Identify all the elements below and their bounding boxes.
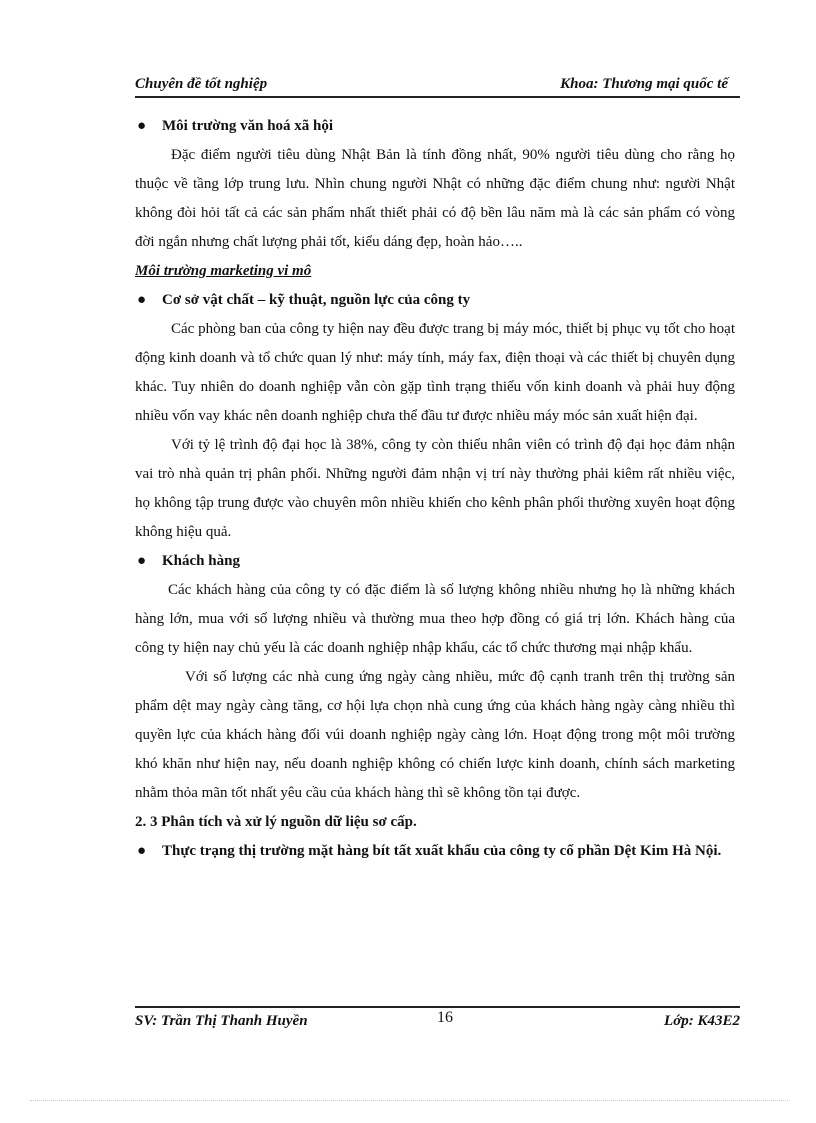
bullet-dot-icon: ● [137,843,147,859]
bullet-cultural-environment [135,112,735,141]
page-body [135,112,735,866]
bullet-dot-icon: ● [137,553,147,569]
header-thesis-title: Chuyên đề tốt nghiệp [135,76,268,92]
paragraph-facilities-1: Các phòng ban của công ty hiện nay đều được trang bị máy móc, thiết bị phục vụ tốt cho hoạt động kinh doanh và tổ chức quan lý như: máy tính, máy fax, điện thoại và các thiết bị chuyên dụng khác. Tuy nhiên do doanh nghiệp vẫn còn gặp tình trạng thiếu vốn kinh doanh và phải huy động nhiều vốn vay khác nên doanh nghiệp chưa thể đầu tư được nhiều máy móc sản xuất hiện đại. [135,321,735,424]
paragraph-cultural: Đặc điểm người tiêu dùng Nhật Bản là tính đồng nhất, 90% người tiêu dùng cho rằng họ thuộc về tầng lớp trung lưu. Nhìn chung người Nhật có những đặc điểm chung như: người Nhật không đòi hỏi tất cả các sản phẩm nhất thiết phải có độ bền lâu năm mà là các sản phẩm có vòng đời ngắn nhưng chất lượng phải tốt, kiểu dáng đẹp, hoàn hảo….. [135,147,735,250]
bullet-dot-icon: ● [137,118,147,134]
page-footer [135,1006,740,1038]
page-number: 16 [437,1009,453,1026]
micro-marketing-heading: Môi trường marketing vi mô [135,263,312,279]
header-faculty: Khoa: Thương mại quốc tế [560,76,728,92]
bullet-customers [135,547,735,576]
page-boundary-divider [30,1100,790,1101]
paragraph-customers-1: Các khách hàng của công ty có đặc điểm là số lượng không nhiều nhưng họ là những khách hàng lớn, mua với số lượng nhiều và thường mua theo hợp đồng có giá trị lớn. Khách hàng của công ty hiện nay chủ yếu là các doanh nghiệp nhập khẩu, các tổ chức thương mại nhập khẩu. [135,582,735,656]
footer-student-name: SV: Trần Thị Thanh Huyền [135,1013,308,1029]
bullet-market-label: Thực trạng thị trường mặt hàng bít tất xuất khẩu của công ty cổ phần Dệt Kim Hà Nội. [162,843,722,859]
bullet-cultural-label: Môi trường văn hoá xã hội [162,118,334,134]
bullet-dot-icon: ● [137,292,147,308]
bullet-market-status [135,837,735,866]
footer-class: Lớp: K43E2 [664,1013,740,1029]
bullet-facilities-label: Cơ sở vật chất – kỹ thuật, nguồn lực của công ty [162,292,471,308]
bullet-facilities [135,286,735,315]
page-header [135,74,740,98]
paragraph-facilities-2: Với tỷ lệ trình độ đại học là 38%, công ty còn thiếu nhân viên có trình độ đại học đảm nhận vai trò nhà quản trị phân phối. Những người đảm nhận vị trí này thường phải kiêm rất nhiều việc, họ không tập trung được vào chuyên môn nhiều khiến cho kênh phân phối thường xuyên hoạt động không hiệu quả. [135,437,735,540]
section-heading-2-3: 2. 3 Phân tích và xử lý nguồn dữ liệu sơ cấp. [135,814,417,830]
paragraph-customers-2: Với số lượng các nhà cung ứng ngày càng nhiều, mức độ cạnh tranh trên thị trường sản phẩm dệt may ngày càng tăng, cơ hội lựa chọn nhà cung ứng của khách hàng ngày càng nhiều thì quyền lực của khách hàng đối vúi doanh nghiệp ngày càng lớn. Hoạt động trong một môi trường khó khăn như hiện nay, nếu doanh nghiệp không có chiến lược kinh doanh, chính sách marketing nhằm thỏa mãn tốt nhất yêu cầu của khách hàng thì sẽ không tồn tại được. [135,669,735,801]
bullet-customers-label: Khách hàng [162,553,240,569]
